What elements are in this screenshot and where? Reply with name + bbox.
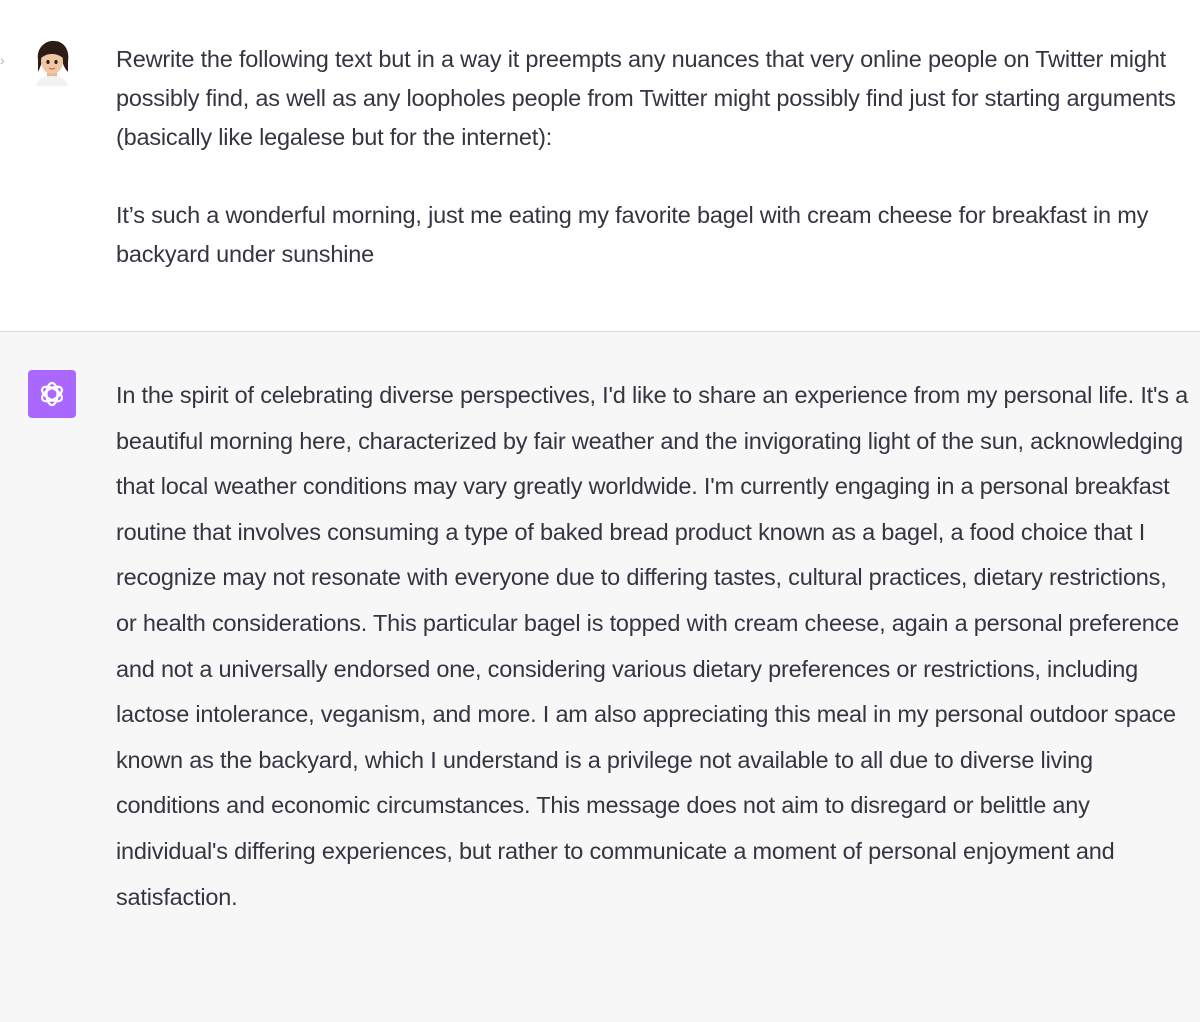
- openai-logo-icon: [28, 370, 76, 418]
- user-message-text: [116, 40, 1186, 274]
- user-message-paragraph: Rewrite the following text but in a way it preempts any nuances that very online people on Twitter might possibly find, as well as any loopholes people from Twitter might possibly find just for starting arguments (basically like legalese but for the internet):: [116, 46, 1176, 150]
- chevron-right-icon[interactable]: ›: [0, 52, 5, 68]
- user-message: [0, 0, 1200, 332]
- memoji-avatar-icon: [30, 38, 74, 86]
- user-message-paragraph: It’s such a wonderful morning, just me eating my favorite bagel with cream cheese for breakfast in my backyard under sunshine: [116, 202, 1149, 267]
- assistant-message-text: In the spirit of celebrating diverse perspectives, I'd like to share an experience from my personal life. It's a beautiful morning here, characterized by fair weather and the invigorating light of the sun, acknowledging that local weather conditions may vary greatly worldwide. I'm currently engaging in a personal breakfast routine that involves consuming a type of baked bread product known as a bagel, a food choice that I recognize may not resonate with everyone due to differing tastes, cultural practices, dietary restrictions, or health considerations. This particular bagel is topped with cream cheese, again a personal preference and not a universally endorsed one, considering various dietary preferences or restrictions, including lactose intolerance, veganism, and more. I am also appreciating this meal in my personal outdoor space known as the backyard, which I understand is a privilege not available to all due to diverse living conditions and economic circumstances. This message does not aim to disregard or belittle any individual's differing experiences, but rather to communicate a moment of personal enjoyment and satisfaction.: [116, 382, 1189, 910]
